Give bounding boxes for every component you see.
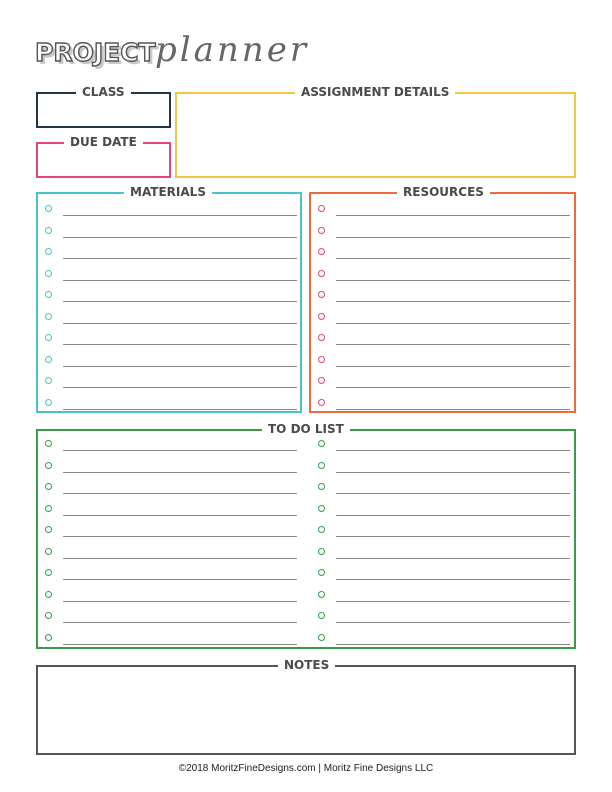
bullet-circle-icon[interactable] bbox=[45, 548, 52, 555]
todo-row[interactable] bbox=[318, 609, 570, 621]
todo-row[interactable] bbox=[318, 459, 570, 471]
write-in-line[interactable] bbox=[336, 515, 570, 516]
bullet-circle-icon[interactable] bbox=[45, 591, 52, 598]
write-in-line[interactable] bbox=[63, 409, 297, 410]
write-in-line[interactable] bbox=[336, 387, 570, 388]
materials-row[interactable] bbox=[45, 396, 297, 408]
materials-row[interactable] bbox=[45, 331, 297, 343]
todo-row[interactable] bbox=[318, 588, 570, 600]
write-in-line[interactable] bbox=[336, 493, 570, 494]
write-in-line[interactable] bbox=[63, 493, 297, 494]
bullet-circle-icon[interactable] bbox=[318, 548, 325, 555]
notes-label: NOTES bbox=[278, 656, 335, 674]
todo-row[interactable] bbox=[318, 502, 570, 514]
write-in-line[interactable] bbox=[336, 622, 570, 623]
materials-box bbox=[36, 185, 302, 413]
write-in-line[interactable] bbox=[63, 366, 297, 367]
resources-row[interactable] bbox=[318, 396, 570, 408]
resources-box bbox=[309, 185, 576, 413]
write-in-line[interactable] bbox=[63, 515, 297, 516]
materials-row[interactable] bbox=[45, 374, 297, 386]
bullet-circle-icon[interactable] bbox=[45, 334, 52, 341]
due-date-label: DUE DATE bbox=[64, 133, 143, 151]
bullet-circle-icon[interactable] bbox=[318, 569, 325, 576]
todo-row[interactable] bbox=[45, 566, 297, 578]
write-in-line[interactable] bbox=[336, 366, 570, 367]
write-in-line[interactable] bbox=[336, 472, 570, 473]
bullet-circle-icon[interactable] bbox=[45, 356, 52, 363]
todo-label: TO DO LIST bbox=[262, 420, 350, 438]
write-in-line[interactable] bbox=[336, 409, 570, 410]
bullet-circle-icon[interactable] bbox=[318, 612, 325, 619]
todo-row[interactable] bbox=[45, 480, 297, 492]
bullet-circle-icon[interactable] bbox=[45, 526, 52, 533]
write-in-line[interactable] bbox=[336, 301, 570, 302]
write-in-line[interactable] bbox=[336, 558, 570, 559]
bullet-circle-icon[interactable] bbox=[45, 291, 52, 298]
todo-row[interactable] bbox=[45, 437, 297, 449]
bullet-circle-icon[interactable] bbox=[45, 569, 52, 576]
assignment-details-box[interactable] bbox=[175, 85, 576, 178]
write-in-line[interactable] bbox=[63, 472, 297, 473]
resources-row[interactable] bbox=[318, 224, 570, 236]
write-in-line[interactable] bbox=[336, 450, 570, 451]
todo-row[interactable] bbox=[318, 631, 570, 643]
footer-copyright: ©2018 MoritzFineDesigns.com | Moritz Fine Designs LLC bbox=[178, 763, 434, 774]
write-in-line[interactable] bbox=[63, 237, 297, 238]
write-in-line[interactable] bbox=[336, 323, 570, 324]
write-in-line[interactable] bbox=[336, 601, 570, 602]
resources-row[interactable] bbox=[318, 245, 570, 257]
todo-row[interactable] bbox=[45, 502, 297, 514]
write-in-line[interactable] bbox=[63, 536, 297, 537]
title-planner: planner bbox=[155, 30, 310, 70]
resources-row[interactable] bbox=[318, 310, 570, 322]
bullet-circle-icon[interactable] bbox=[318, 505, 325, 512]
write-in-line[interactable] bbox=[336, 536, 570, 537]
write-in-line[interactable] bbox=[63, 579, 297, 580]
materials-row[interactable] bbox=[45, 202, 297, 214]
todo-row[interactable] bbox=[45, 459, 297, 471]
write-in-line[interactable] bbox=[336, 237, 570, 238]
bullet-circle-icon[interactable] bbox=[318, 483, 325, 490]
write-in-line[interactable] bbox=[336, 344, 570, 345]
todo-row[interactable] bbox=[318, 545, 570, 557]
todo-row[interactable] bbox=[318, 480, 570, 492]
todo-row[interactable] bbox=[318, 566, 570, 578]
todo-row[interactable] bbox=[45, 523, 297, 535]
write-in-line[interactable] bbox=[336, 280, 570, 281]
bullet-circle-icon[interactable] bbox=[318, 399, 325, 406]
write-in-line[interactable] bbox=[63, 622, 297, 623]
write-in-line[interactable] bbox=[336, 215, 570, 216]
bullet-circle-icon[interactable] bbox=[318, 291, 325, 298]
write-in-line[interactable] bbox=[63, 344, 297, 345]
write-in-line[interactable] bbox=[63, 387, 297, 388]
bullet-circle-icon[interactable] bbox=[318, 591, 325, 598]
bullet-circle-icon[interactable] bbox=[318, 377, 325, 384]
todo-row[interactable] bbox=[45, 609, 297, 621]
bullet-circle-icon[interactable] bbox=[318, 334, 325, 341]
write-in-line[interactable] bbox=[63, 280, 297, 281]
materials-row[interactable] bbox=[45, 310, 297, 322]
bullet-circle-icon[interactable] bbox=[318, 462, 325, 469]
bullet-circle-icon[interactable] bbox=[318, 634, 325, 641]
bullet-circle-icon[interactable] bbox=[318, 526, 325, 533]
todo-row[interactable] bbox=[45, 588, 297, 600]
write-in-line[interactable] bbox=[336, 644, 570, 645]
notes-box[interactable] bbox=[36, 658, 576, 755]
class-label: CLASS bbox=[76, 83, 131, 101]
bullet-circle-icon[interactable] bbox=[45, 483, 52, 490]
resources-label: RESOURCES bbox=[397, 183, 490, 201]
write-in-line[interactable] bbox=[63, 644, 297, 645]
bullet-circle-icon[interactable] bbox=[45, 612, 52, 619]
bullet-circle-icon[interactable] bbox=[45, 505, 52, 512]
bullet-circle-icon[interactable] bbox=[318, 356, 325, 363]
todo-row[interactable] bbox=[45, 631, 297, 643]
materials-row[interactable] bbox=[45, 353, 297, 365]
write-in-line[interactable] bbox=[63, 601, 297, 602]
resources-row[interactable] bbox=[318, 374, 570, 386]
bullet-circle-icon[interactable] bbox=[45, 227, 52, 234]
resources-row[interactable] bbox=[318, 353, 570, 365]
bullet-circle-icon[interactable] bbox=[45, 399, 52, 406]
write-in-line[interactable] bbox=[63, 215, 297, 216]
write-in-line[interactable] bbox=[63, 450, 297, 451]
title-project: PROJECT bbox=[35, 38, 156, 67]
bullet-circle-icon[interactable] bbox=[318, 248, 325, 255]
write-in-line[interactable] bbox=[63, 323, 297, 324]
materials-row[interactable] bbox=[45, 224, 297, 236]
write-in-line[interactable] bbox=[336, 579, 570, 580]
write-in-line[interactable] bbox=[63, 301, 297, 302]
resources-row[interactable] bbox=[318, 331, 570, 343]
todo-row[interactable] bbox=[45, 545, 297, 557]
materials-row[interactable] bbox=[45, 245, 297, 257]
bullet-circle-icon[interactable] bbox=[45, 377, 52, 384]
bullet-circle-icon[interactable] bbox=[45, 462, 52, 469]
bullet-circle-icon[interactable] bbox=[45, 440, 52, 447]
bullet-circle-icon[interactable] bbox=[318, 440, 325, 447]
write-in-line[interactable] bbox=[336, 258, 570, 259]
todo-box bbox=[36, 422, 576, 649]
bullet-circle-icon[interactable] bbox=[318, 270, 325, 277]
bullet-circle-icon[interactable] bbox=[318, 227, 325, 234]
materials-label: MATERIALS bbox=[124, 183, 212, 201]
bullet-circle-icon[interactable] bbox=[45, 205, 52, 212]
assignment-details-label: ASSIGNMENT DETAILS bbox=[295, 83, 455, 101]
resources-row[interactable] bbox=[318, 202, 570, 214]
bullet-circle-icon[interactable] bbox=[45, 634, 52, 641]
write-in-line[interactable] bbox=[63, 258, 297, 259]
bullet-circle-icon[interactable] bbox=[318, 205, 325, 212]
bullet-circle-icon[interactable] bbox=[45, 313, 52, 320]
bullet-circle-icon[interactable] bbox=[45, 270, 52, 277]
bullet-circle-icon[interactable] bbox=[318, 313, 325, 320]
class-box[interactable] bbox=[36, 85, 171, 128]
bullet-circle-icon[interactable] bbox=[45, 248, 52, 255]
todo-row[interactable] bbox=[318, 523, 570, 535]
todo-row[interactable] bbox=[318, 437, 570, 449]
write-in-line[interactable] bbox=[63, 558, 297, 559]
resources-row[interactable] bbox=[318, 288, 570, 300]
materials-row[interactable] bbox=[45, 288, 297, 300]
resources-row[interactable] bbox=[318, 267, 570, 279]
due-date-box[interactable] bbox=[36, 135, 171, 178]
materials-row[interactable] bbox=[45, 267, 297, 279]
